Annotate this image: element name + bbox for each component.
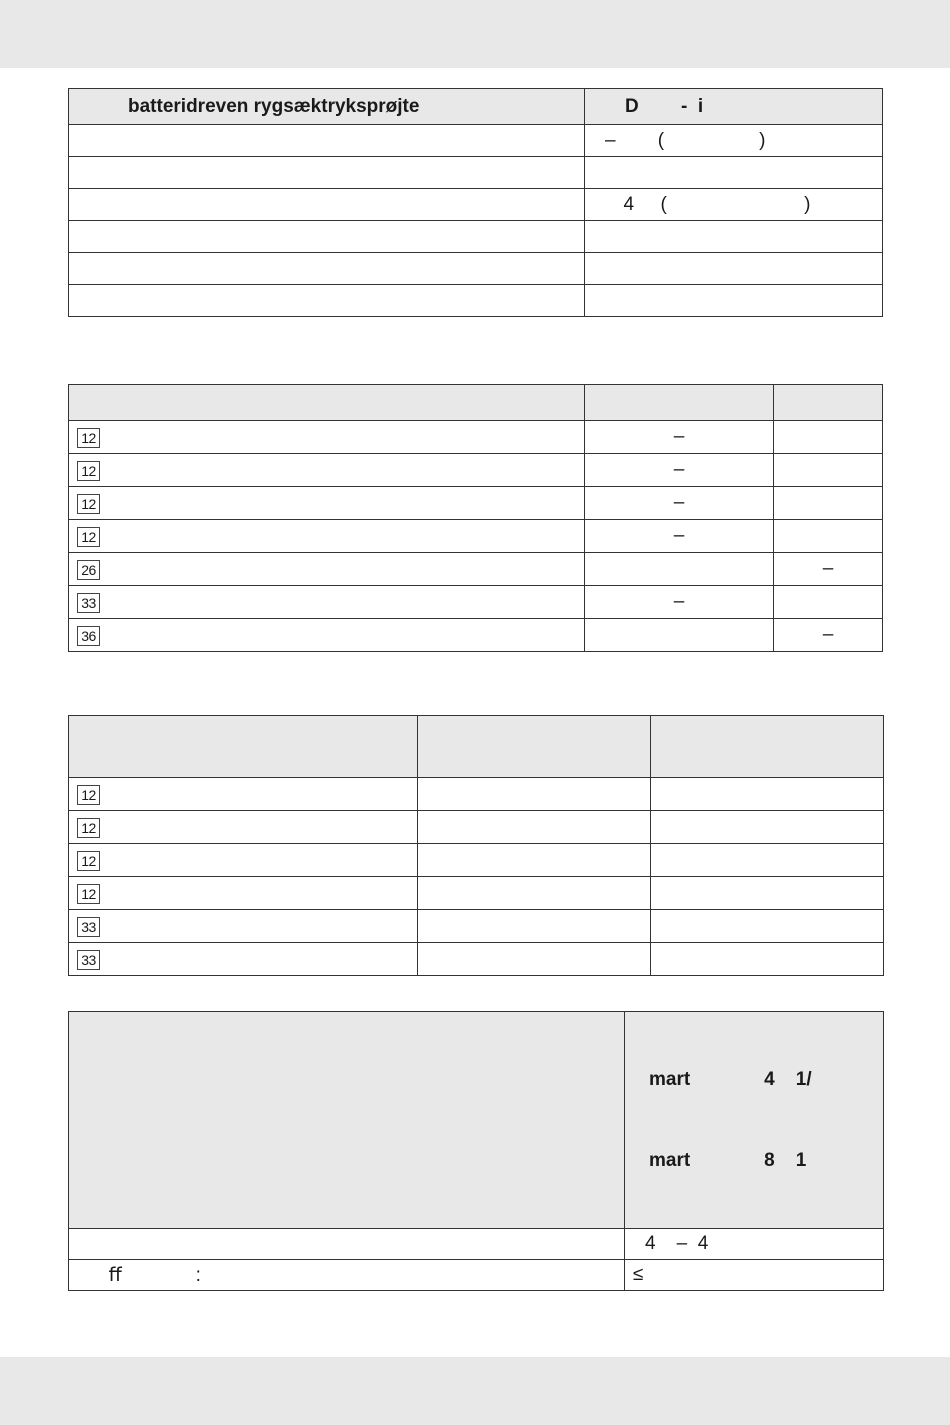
value-cell [418,943,651,976]
value-cell [651,844,884,877]
spec-value [585,157,883,189]
part-cell [69,844,418,877]
spec-label: ﬀ : [69,1260,625,1291]
table-row [69,1229,884,1260]
spec-label [69,189,585,221]
value-cell [651,943,884,976]
part-cell [69,421,585,454]
value-cell [651,811,884,844]
value-cell [774,520,883,553]
table-row [69,421,883,454]
part-reference-number: 12 [77,527,100,547]
table-row [69,487,883,520]
table-row [69,619,883,652]
table-header-row [69,1012,884,1229]
spec-value [585,221,883,253]
spec-value: – ( ) [585,125,883,157]
spec-label [69,125,585,157]
battery-model-line: mart 4 1/ [649,1069,812,1090]
value-cell: – [585,520,774,553]
part-reference-number: 26 [77,560,100,580]
part-reference-number: 33 [77,917,100,937]
header-cell [69,1012,625,1229]
value-cell [651,778,884,811]
table-row [69,1260,884,1291]
table-row [69,553,883,586]
header-cell [69,716,418,778]
product-spec-table [68,88,883,317]
table-row [69,221,883,253]
parts-range-table [68,384,883,652]
part-reference-number: 12 [77,428,100,448]
value-cell [418,811,651,844]
value-cell: – [585,586,774,619]
spec-value: 4 ( ) [585,189,883,221]
header-cell [651,716,884,778]
header-cell [585,385,774,421]
part-cell [69,520,585,553]
part-cell [69,586,585,619]
value-cell: – [774,619,883,652]
value-cell [418,778,651,811]
parts-values-table [68,715,884,976]
table-row [69,285,883,317]
value-cell [651,877,884,910]
table-row [69,811,884,844]
value-cell: – [585,421,774,454]
part-cell [69,811,418,844]
value-cell: – [585,454,774,487]
page-header-band [0,0,950,68]
table-row [69,125,883,157]
value-cell [651,910,884,943]
table-row [69,778,884,811]
battery-model-line: mart 8 1 [649,1150,807,1171]
part-reference-number: 33 [77,950,100,970]
table-header-row [69,89,883,125]
part-cell [69,454,585,487]
part-cell [69,943,418,976]
table-row [69,454,883,487]
part-reference-number: 12 [77,785,100,805]
model-cell: D - i [585,89,883,125]
value-cell: – [585,487,774,520]
value-cell [418,877,651,910]
part-reference-number: 12 [77,851,100,871]
table-row [69,910,884,943]
table-row [69,157,883,189]
table-row [69,253,883,285]
part-reference-number: 12 [77,884,100,904]
part-cell [69,910,418,943]
value-cell [774,487,883,520]
header-cell [69,385,585,421]
part-reference-number: 36 [77,626,100,646]
value-cell [774,454,883,487]
spec-value: ≤ [625,1260,884,1291]
table-header-row [69,716,884,778]
value-cell [585,553,774,586]
header-cell [418,716,651,778]
spec-label [69,1229,625,1260]
value-cell [774,586,883,619]
value-cell [418,844,651,877]
table-row [69,877,884,910]
value-cell [774,421,883,454]
part-reference-number: 12 [77,494,100,514]
value-cell [585,619,774,652]
product-name-cell: batteridreven rygsæktryksprøjte [69,89,585,125]
part-cell [69,778,418,811]
part-cell [69,487,585,520]
table-row [69,586,883,619]
spec-label [69,221,585,253]
table-row [69,844,884,877]
table-row [69,943,884,976]
spec-value [585,253,883,285]
value-cell: – [774,553,883,586]
header-cell [774,385,883,421]
spec-label [69,157,585,189]
battery-compat-table [68,1011,884,1291]
table-header-row [69,385,883,421]
part-reference-number: 12 [77,818,100,838]
value-cell [418,910,651,943]
spec-value: 4 – 4 [625,1229,884,1260]
battery-header-cell [625,1012,884,1229]
page-footer-band [0,1357,950,1425]
part-cell [69,619,585,652]
part-reference-number: 12 [77,461,100,481]
spec-value [585,285,883,317]
part-reference-number: 33 [77,593,100,613]
table-row [69,189,883,221]
part-cell [69,877,418,910]
table-row [69,520,883,553]
part-cell [69,553,585,586]
spec-label [69,285,585,317]
spec-label [69,253,585,285]
